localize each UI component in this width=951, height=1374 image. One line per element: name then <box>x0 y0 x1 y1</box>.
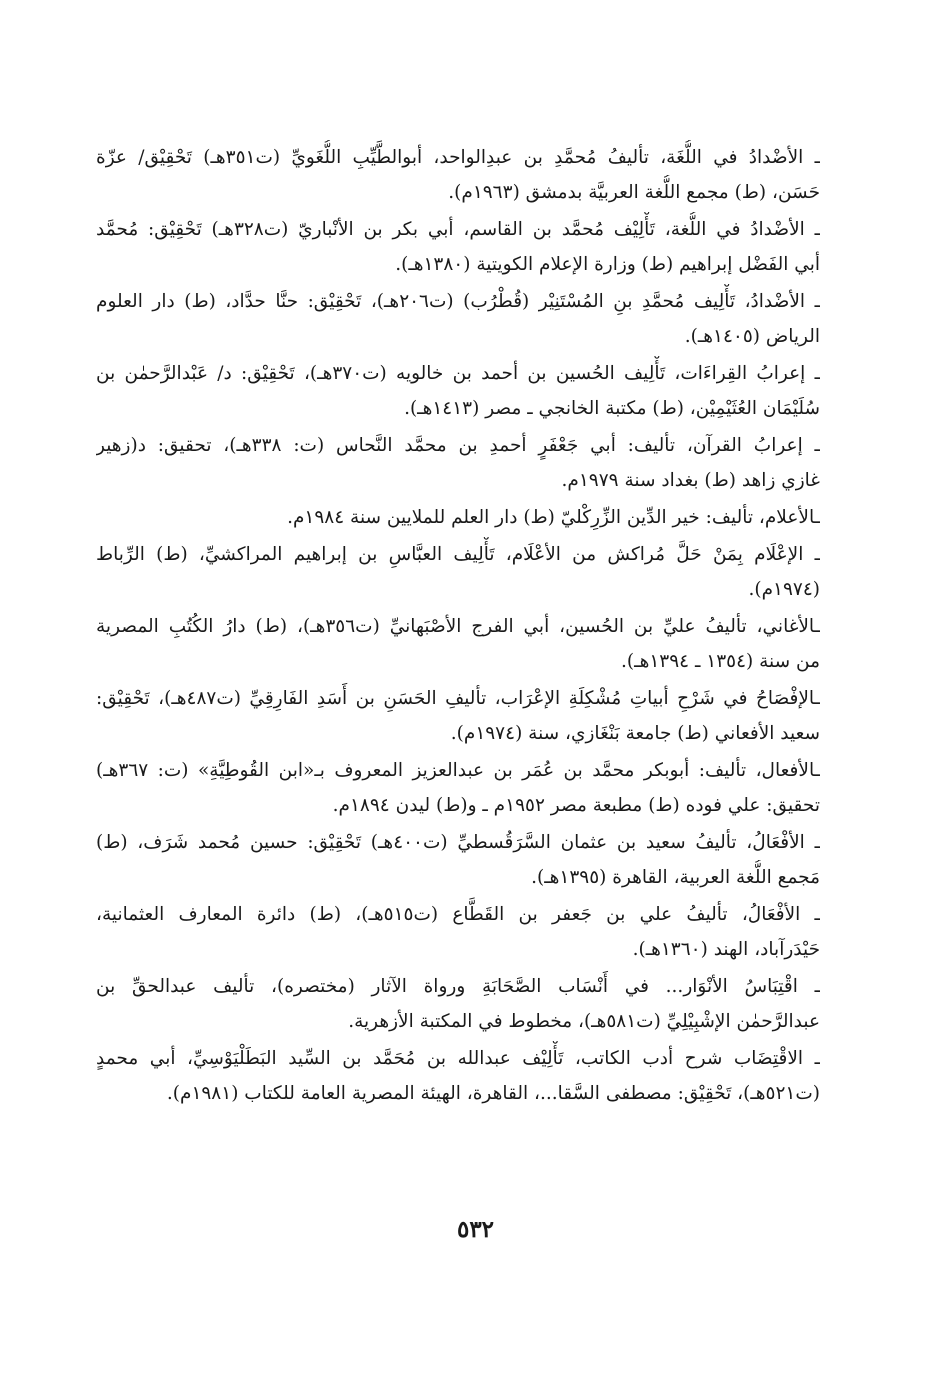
entry-line: ـ الاقْتِضَاب شرح أدب الكاتب، تَأْلِيْف عبدالله بن مُحَمَّد بن السِّيد البَطَلْيَوْسِيِّ، أبي محمدٍ <box>96 1048 820 1069</box>
entry-line: الرياض (١٤٠٥هـ). <box>684 326 820 347</box>
bibliography-entry <box>96 1041 820 1111</box>
entry-line: ـالإفْصَاحُ في شَرْحِ أبياتِ مُشْكِلَةِ الإعْرَاب، تأليفِ الحَسَنِ بن أَسَدِ الفَارِقِيِّ (ت٤٨٧هـ)، تَحْقِيْق: <box>96 688 820 709</box>
entry-line: من سنة (١٣٥٤ ـ ١٣٩٤هـ). <box>621 651 820 672</box>
entry-line: ـ إعرابُ القرآن، تأليف: أبي جَعْفَرٍ أحمدِ بن محمَّد النَّحاس (ت: ٣٣٨هـ)، تحقيق: د(زهير <box>96 435 820 456</box>
bibliography-entry <box>96 356 820 426</box>
entry-line: (ت٥٢١هـ)، تَحْقِيْق: مصطفى السَّقا...، القاهرة، الهيئة المصرية العامة للكتاب (١٩٨١م). <box>166 1083 820 1104</box>
entry-line: ـ الأضْدادُ، تَأْلِيف مُحمَّدِ بنِ المُسْتَنِيْر (قُطْرُب) (ت٢٠٦هـ)، تَحْقِيْق: حنَّا حدَّاد، (ط) دار العلوم <box>96 291 820 312</box>
bibliography-entry <box>96 212 820 282</box>
entry-line: ـالأغاني، تأليفُ عليِّ بن الحُسين، أبي الفرج الأصْبَهانيِّ (ت٣٥٦هـ)، (ط) دارُ الكُتُبِ المصرية <box>96 616 820 637</box>
entry-line: مَجمع اللُّغة العربية، القاهرة (١٣٩٥هـ). <box>531 867 820 888</box>
bibliography-entry <box>96 681 820 751</box>
bibliography-entry <box>96 969 820 1039</box>
bibliography-page <box>96 140 820 1113</box>
entry-line: سعيد الأفعاني (ط) جامعة بَنْغَازي، سنة (١٩٧٤م). <box>450 723 820 744</box>
entry-line: ـ الأفْعَالُ، تأليفُ علي بن جَعفر بن القَطَّاع (ت٥١٥هـ)، (ط) دائرة المعارف العثمانية، <box>96 904 820 925</box>
bibliography-entry <box>96 897 820 967</box>
bibliography-entry <box>96 428 820 498</box>
entry-line: ـ اقْتِبَاسُ الأنْوَار... في أَنْسَاب الصَّحَابَةِ ورواة الآثار (مختصره)، تأليف عبدالحقِّ بن <box>96 976 820 997</box>
entry-line: حَسَن، (ط) مجمع اللُّغة العربيَّة بدمشق (١٩٦٣م). <box>448 182 820 203</box>
entry-line: عبدالرَّحمٰن الإشْبِيْلِيِّ (ت٥٨١هـ)، مخطوط في المكتبة الأزهرية. <box>348 1011 820 1032</box>
entry-line: ـ الأضْدادُ في اللُّغَة، تأليفُ مُحمَّدِ بن عبدِالواحد، أبوالطَّيِّبِ اللُّغَويِّ (ت٣٥١هـ) تَحْقِيْق/ عزّة <box>96 147 820 168</box>
entry-line: سُلَيْمَان العُثَيْمِيْن، (ط) مكتبة الخانجي ـ مصر (١٤١٣هـ). <box>404 398 820 419</box>
entry-line: ـ الأفْعَالُ، تأليفُ سعيد بن عثمان السَّرَقُسطيِّ (ت٤٠٠هـ) تَحْقِيْق: حسين مُحمد شَرَف، (ط) <box>96 832 820 853</box>
bibliography-entry <box>96 753 820 823</box>
entry-line: (١٩٧٤م). <box>748 579 820 600</box>
page-number: ٥٣٢ <box>456 1216 495 1243</box>
entry-line: تحقيق: علي فوده (ط) مطبعة مصر ١٩٥٢م ـ و(ط) ليدن ١٨٩٤م. <box>332 795 820 816</box>
entry-line: حَيْدَرآباد، الهند (١٣٦٠هـ). <box>632 939 820 960</box>
bibliography-entry <box>96 609 820 679</box>
entry-line: ـ إعرابُ القِراءَات، تَأْلِيف الحُسين بن أحمد بن خالويه (ت٣٧٠هـ)، تَحْقِيْق: د/ عَبْدالرَّحمٰن بن <box>96 363 820 384</box>
bibliography-entry <box>96 537 820 607</box>
bibliography-entry <box>96 825 820 895</box>
entry-line: أبي الفَضْل إبراهيم (ط) وزارة الإعلام الكويتية (١٣٨٠هـ). <box>395 254 820 275</box>
entry-line: ـ الأضْدادُ في اللُّغة، تَأْلِيْف مُحمَّد بن القاسم، أبي بكر بن الأنْباريّ (ت٣٢٨هـ) تَحْقِيْق: مُحمَّد <box>96 219 820 240</box>
entry-line: ـالأفعال، تأليف: أبوبكر محمَّد بن عُمَر بن عبدالعزيز المعروف بـ«ابن القُوطِيَّةِ» (ت: ٣٦٧هـ) <box>96 760 820 781</box>
entry-line: ـالأعلام، تأليف: خير الدِّين الزِّرِكْليّ (ط) دار العلم للملايين سنة ١٩٨٤م. <box>287 507 820 528</box>
entry-line: ـ الإعْلَام بِمَنْ حَلَّ مُراكش من الأعْلَام، تَأْلِيف العبَّاسِ بن إبراهيم المراكشيِّ، (ط) الرِّباط <box>96 544 820 565</box>
bibliography-entry <box>96 284 820 354</box>
bibliography-entry <box>96 500 820 535</box>
bibliography-entry <box>96 140 820 210</box>
entry-line: غازي زاهد (ط) بغداد سنة ١٩٧٩م. <box>561 470 820 491</box>
